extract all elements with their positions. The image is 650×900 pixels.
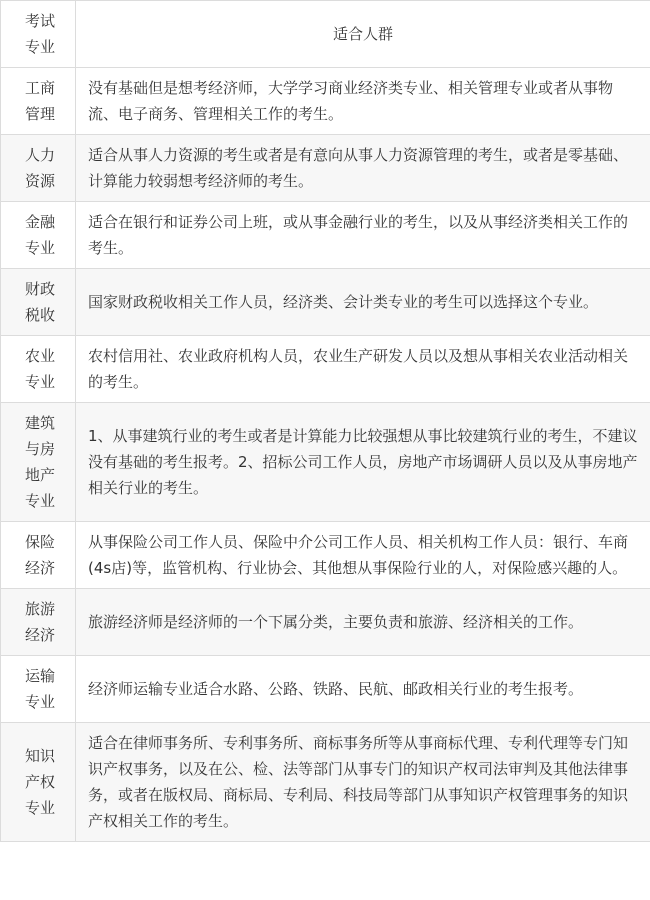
- row-category: 知识产权专业: [1, 723, 76, 842]
- row-description: 适合在银行和证券公司上班，或从事金融行业的考生，以及从事经济类相关工作的考生。: [76, 202, 650, 269]
- row-category: 金融专业: [1, 202, 76, 269]
- row-description: 从事保险公司工作人员、保险中介公司工作人员、相关机构工作人员：银行、车商(4s店)等，监管机构、行业协会、其他想从事保险行业的人，对保险感兴趣的人。: [76, 522, 650, 589]
- row-description: 适合从事人力资源的考生或者是有意向从事人力资源管理的考生，或者是零基础、计算能力较弱想考经济师的考生。: [76, 135, 650, 202]
- row-category: 财政税收: [1, 269, 76, 336]
- row-category: 人力资源: [1, 135, 76, 202]
- row-category: 建筑与房地产专业: [1, 403, 76, 522]
- table-row: [1, 135, 650, 202]
- row-description: 没有基础但是想考经济师，大学学习商业经济类专业、相关管理专业或者从事物流、电子商务、管理相关工作的考生。: [76, 68, 650, 135]
- row-description: 适合在律师事务所、专利事务所、商标事务所等从事商标代理、专利代理等专门知识产权事务，以及在公、检、法等部门从事专门的知识产权司法审判及其他法律事务，或者在版权局、商标局、专利局、科技局等部门从事知识产权管理事务的知识产权相关工作的考生。: [76, 723, 650, 842]
- row-category: 农业专业: [1, 336, 76, 403]
- row-category: 运输专业: [1, 656, 76, 723]
- row-description: 经济师运输专业适合水路、公路、铁路、民航、邮政相关行业的考生报考。: [76, 656, 650, 723]
- row-description: 旅游经济师是经济师的一个下属分类，主要负责和旅游、经济相关的工作。: [76, 589, 650, 656]
- table-row: [1, 336, 650, 403]
- table-row: [1, 403, 650, 522]
- row-category: 保险经济: [1, 522, 76, 589]
- table-row: [1, 589, 650, 656]
- table-header-row: [1, 1, 650, 68]
- row-description: 农村信用社、农业政府机构人员，农业生产研发人员以及想从事相关农业活动相关的考生。: [76, 336, 650, 403]
- table-row: [1, 68, 650, 135]
- row-category: 旅游经济: [1, 589, 76, 656]
- table-row: [1, 723, 650, 842]
- column-header-category: 考试专业: [1, 1, 76, 68]
- row-description: 1、从事建筑行业的考生或者是计算能力比较强想从事比较建筑行业的考生，不建议没有基础的考生报考。2、招标公司工作人员，房地产市场调研人员以及从事房地产相关行业的考生。: [76, 403, 650, 522]
- table-row: [1, 202, 650, 269]
- table-row: [1, 656, 650, 723]
- column-header-description: 适合人群: [76, 1, 650, 68]
- row-description: 国家财政税收相关工作人员，经济类、会计类专业的考生可以选择这个专业。: [76, 269, 650, 336]
- table-row: [1, 522, 650, 589]
- table-row: [1, 269, 650, 336]
- row-category: 工商管理: [1, 68, 76, 135]
